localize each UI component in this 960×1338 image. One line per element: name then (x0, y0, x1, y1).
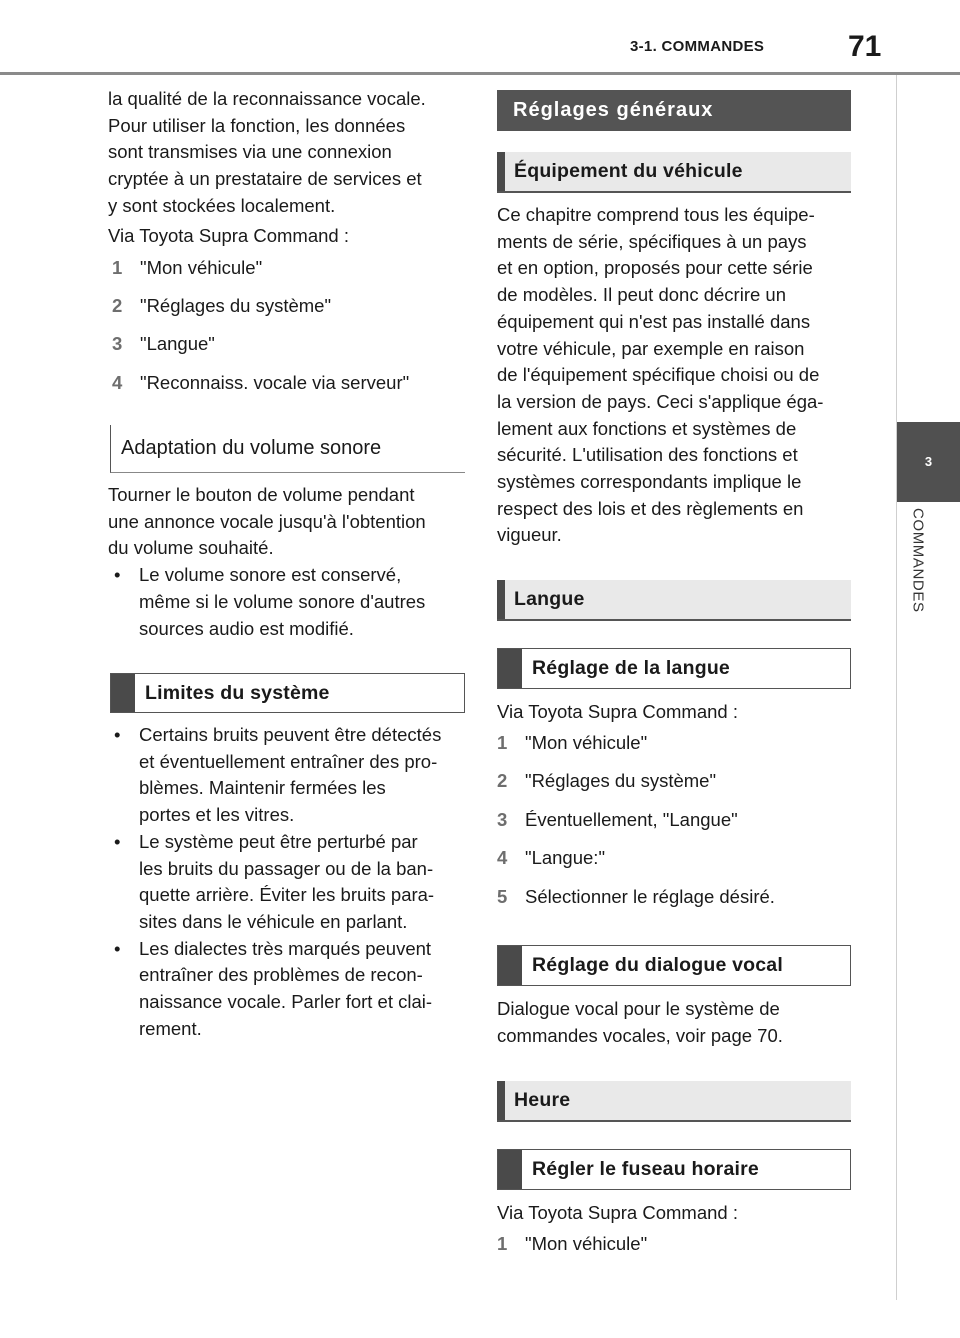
via-command-text: Via Toyota Supra Command : (108, 225, 349, 246)
step-number: 3 (497, 809, 508, 830)
text-line: Tourner le bouton de volume pendant (108, 484, 415, 505)
step-text: "Réglages du système" (525, 770, 717, 791)
text-line: sont transmises via une connexion (108, 141, 392, 163)
step-item (112, 331, 215, 357)
volume-paragraph (108, 482, 468, 642)
step-text: "Langue" (140, 333, 215, 354)
step-number: 2 (497, 770, 508, 791)
step-text: "Langue:" (525, 847, 606, 868)
step-text: Éventuellement, "Langue" (525, 809, 738, 830)
general-settings-heading: Réglages généraux (497, 90, 851, 131)
text-line: ments de série, spécifiques à un pays (497, 230, 807, 252)
side-divider (896, 75, 897, 1300)
text-line: sécurité. L'utilisation des fonctions et (497, 444, 798, 466)
text-line: • Les dialectes très marqués peuvent (139, 937, 432, 959)
via-command-text: Via Toyota Supra Command : (497, 701, 738, 722)
heading-bar-marker (498, 1150, 522, 1189)
heading-label: Équipement du véhicule (514, 160, 743, 182)
heading-bar-marker (498, 946, 522, 985)
limits-heading (110, 673, 465, 713)
text-line: rement. (139, 1017, 202, 1039)
language-setting-heading (497, 648, 851, 689)
text-line: équipement qui n'est pas installé dans (497, 310, 811, 332)
step-number: 1 (497, 1233, 508, 1254)
limits-list (108, 722, 473, 1042)
text-line: Dialogue vocal pour le système de (497, 998, 780, 1019)
heading-label: Limites du système (145, 681, 330, 704)
text-line: portes et les vitres. (139, 804, 295, 826)
step-item (497, 884, 775, 910)
heading-bar-marker (497, 580, 505, 619)
equipment-paragraph (497, 202, 857, 549)
text-line: une annonce vocale jusqu'à l'obtention (108, 510, 426, 532)
step-text: "Mon véhicule" (525, 732, 648, 753)
text-line: • Le volume sonore est conservé, (139, 564, 402, 586)
text-line: Ce chapitre comprend tous les équipe- (497, 204, 815, 225)
step-item (497, 768, 716, 794)
time-heading (497, 1081, 851, 1122)
text-line: sites dans le véhicule en parlant. (139, 910, 408, 932)
step-item (112, 370, 409, 396)
text-line: de modèles. Il peut donc décrire un (497, 284, 786, 306)
volume-heading: Adaptation du volume sonore (110, 425, 465, 473)
text-line: y sont stockées localement. (108, 194, 336, 216)
step-number: 3 (112, 333, 123, 354)
heading-bar-marker (111, 674, 135, 712)
text-line: et en option, proposés pour cette série (497, 257, 813, 279)
step-text: "Mon véhicule" (140, 257, 263, 278)
intro-paragraph (108, 86, 468, 220)
bullet-item (108, 722, 473, 829)
heading-bar-marker (497, 1081, 505, 1120)
bullet-item (108, 562, 468, 642)
step-number: 1 (497, 732, 508, 753)
step-text: "Mon véhicule" (525, 1233, 648, 1254)
text-line: la qualité de la reconnaissance vocale. (108, 88, 426, 109)
heading-label: Réglage de la langue (532, 657, 730, 679)
header-section-title: 3-1. COMMANDES (630, 38, 765, 55)
language-heading (497, 580, 851, 621)
text-line: naissance vocale. Parler fort et clai- (139, 991, 433, 1013)
chapter-tab[interactable]: 3 (897, 422, 960, 502)
text-line: blèmes. Maintenir fermées les (139, 777, 386, 799)
step-text: Sélectionner le réglage désiré. (525, 886, 775, 907)
via-command-text: Via Toyota Supra Command : (497, 1202, 738, 1223)
step-item (497, 1231, 647, 1257)
chapter-label: COMMANDES (909, 508, 927, 613)
text-line: entraîner des problèmes de recon- (139, 964, 423, 986)
step-number: 4 (497, 847, 508, 868)
step-text: "Reconnaiss. vocale via serveur" (140, 372, 410, 393)
text-line: les bruits du passager ou de la ban- (139, 857, 434, 879)
step-item (497, 807, 738, 833)
heading-label: Réglage du dialogue vocal (532, 954, 783, 976)
bullet-item (108, 936, 473, 1043)
text-line: du volume souhaité. (108, 537, 274, 559)
text-line: systèmes correspondants implique le (497, 471, 802, 493)
text-line: quette arrière. Éviter les bruits para- (139, 884, 435, 906)
voice-dialog-paragraph (497, 996, 857, 1049)
header-divider (0, 72, 960, 75)
text-line: et éventuellement entraîner des pro- (139, 750, 438, 772)
timezone-heading (497, 1149, 851, 1190)
voice-dialog-heading (497, 945, 851, 986)
text-line: vigueur. (497, 524, 562, 546)
text-line: commandes vocales, voir page 70. (497, 1024, 783, 1046)
text-line: votre véhicule, par exemple en raison (497, 337, 805, 359)
page-number: 71 (848, 30, 882, 63)
equipment-heading (497, 152, 851, 193)
step-item (112, 255, 262, 281)
step-item (497, 845, 605, 871)
text-line: • Le système peut être perturbé par (139, 830, 418, 852)
text-line: • Certains bruits peuvent être détectés (139, 724, 442, 745)
step-number: 5 (497, 886, 508, 907)
step-item (112, 293, 331, 319)
bullet-item (108, 829, 473, 936)
step-number: 2 (112, 295, 123, 316)
heading-bar-marker (497, 152, 505, 191)
text-line: sources audio est modifié. (139, 617, 354, 639)
step-number: 4 (112, 372, 123, 393)
heading-label: Heure (514, 1089, 571, 1111)
heading-label: Langue (514, 588, 585, 610)
step-text: "Réglages du système" (140, 295, 332, 316)
text-line: respect des lois et des règlements en (497, 497, 804, 519)
text-line: de l'équipement spécifique choisi ou de (497, 364, 820, 386)
text-line: cryptée à un prestataire de services et (108, 168, 422, 190)
text-line: lement aux fonctions et systèmes de (497, 417, 797, 439)
text-line: même si le volume sonore d'autres (139, 590, 426, 612)
step-item (497, 730, 647, 756)
text-line: Pour utiliser la fonction, les données (108, 114, 406, 136)
text-line: la version de pays. Ceci s'applique éga- (497, 390, 824, 412)
heading-bar-marker (498, 649, 522, 688)
step-number: 1 (112, 257, 123, 278)
heading-label: Régler le fuseau horaire (532, 1158, 759, 1180)
